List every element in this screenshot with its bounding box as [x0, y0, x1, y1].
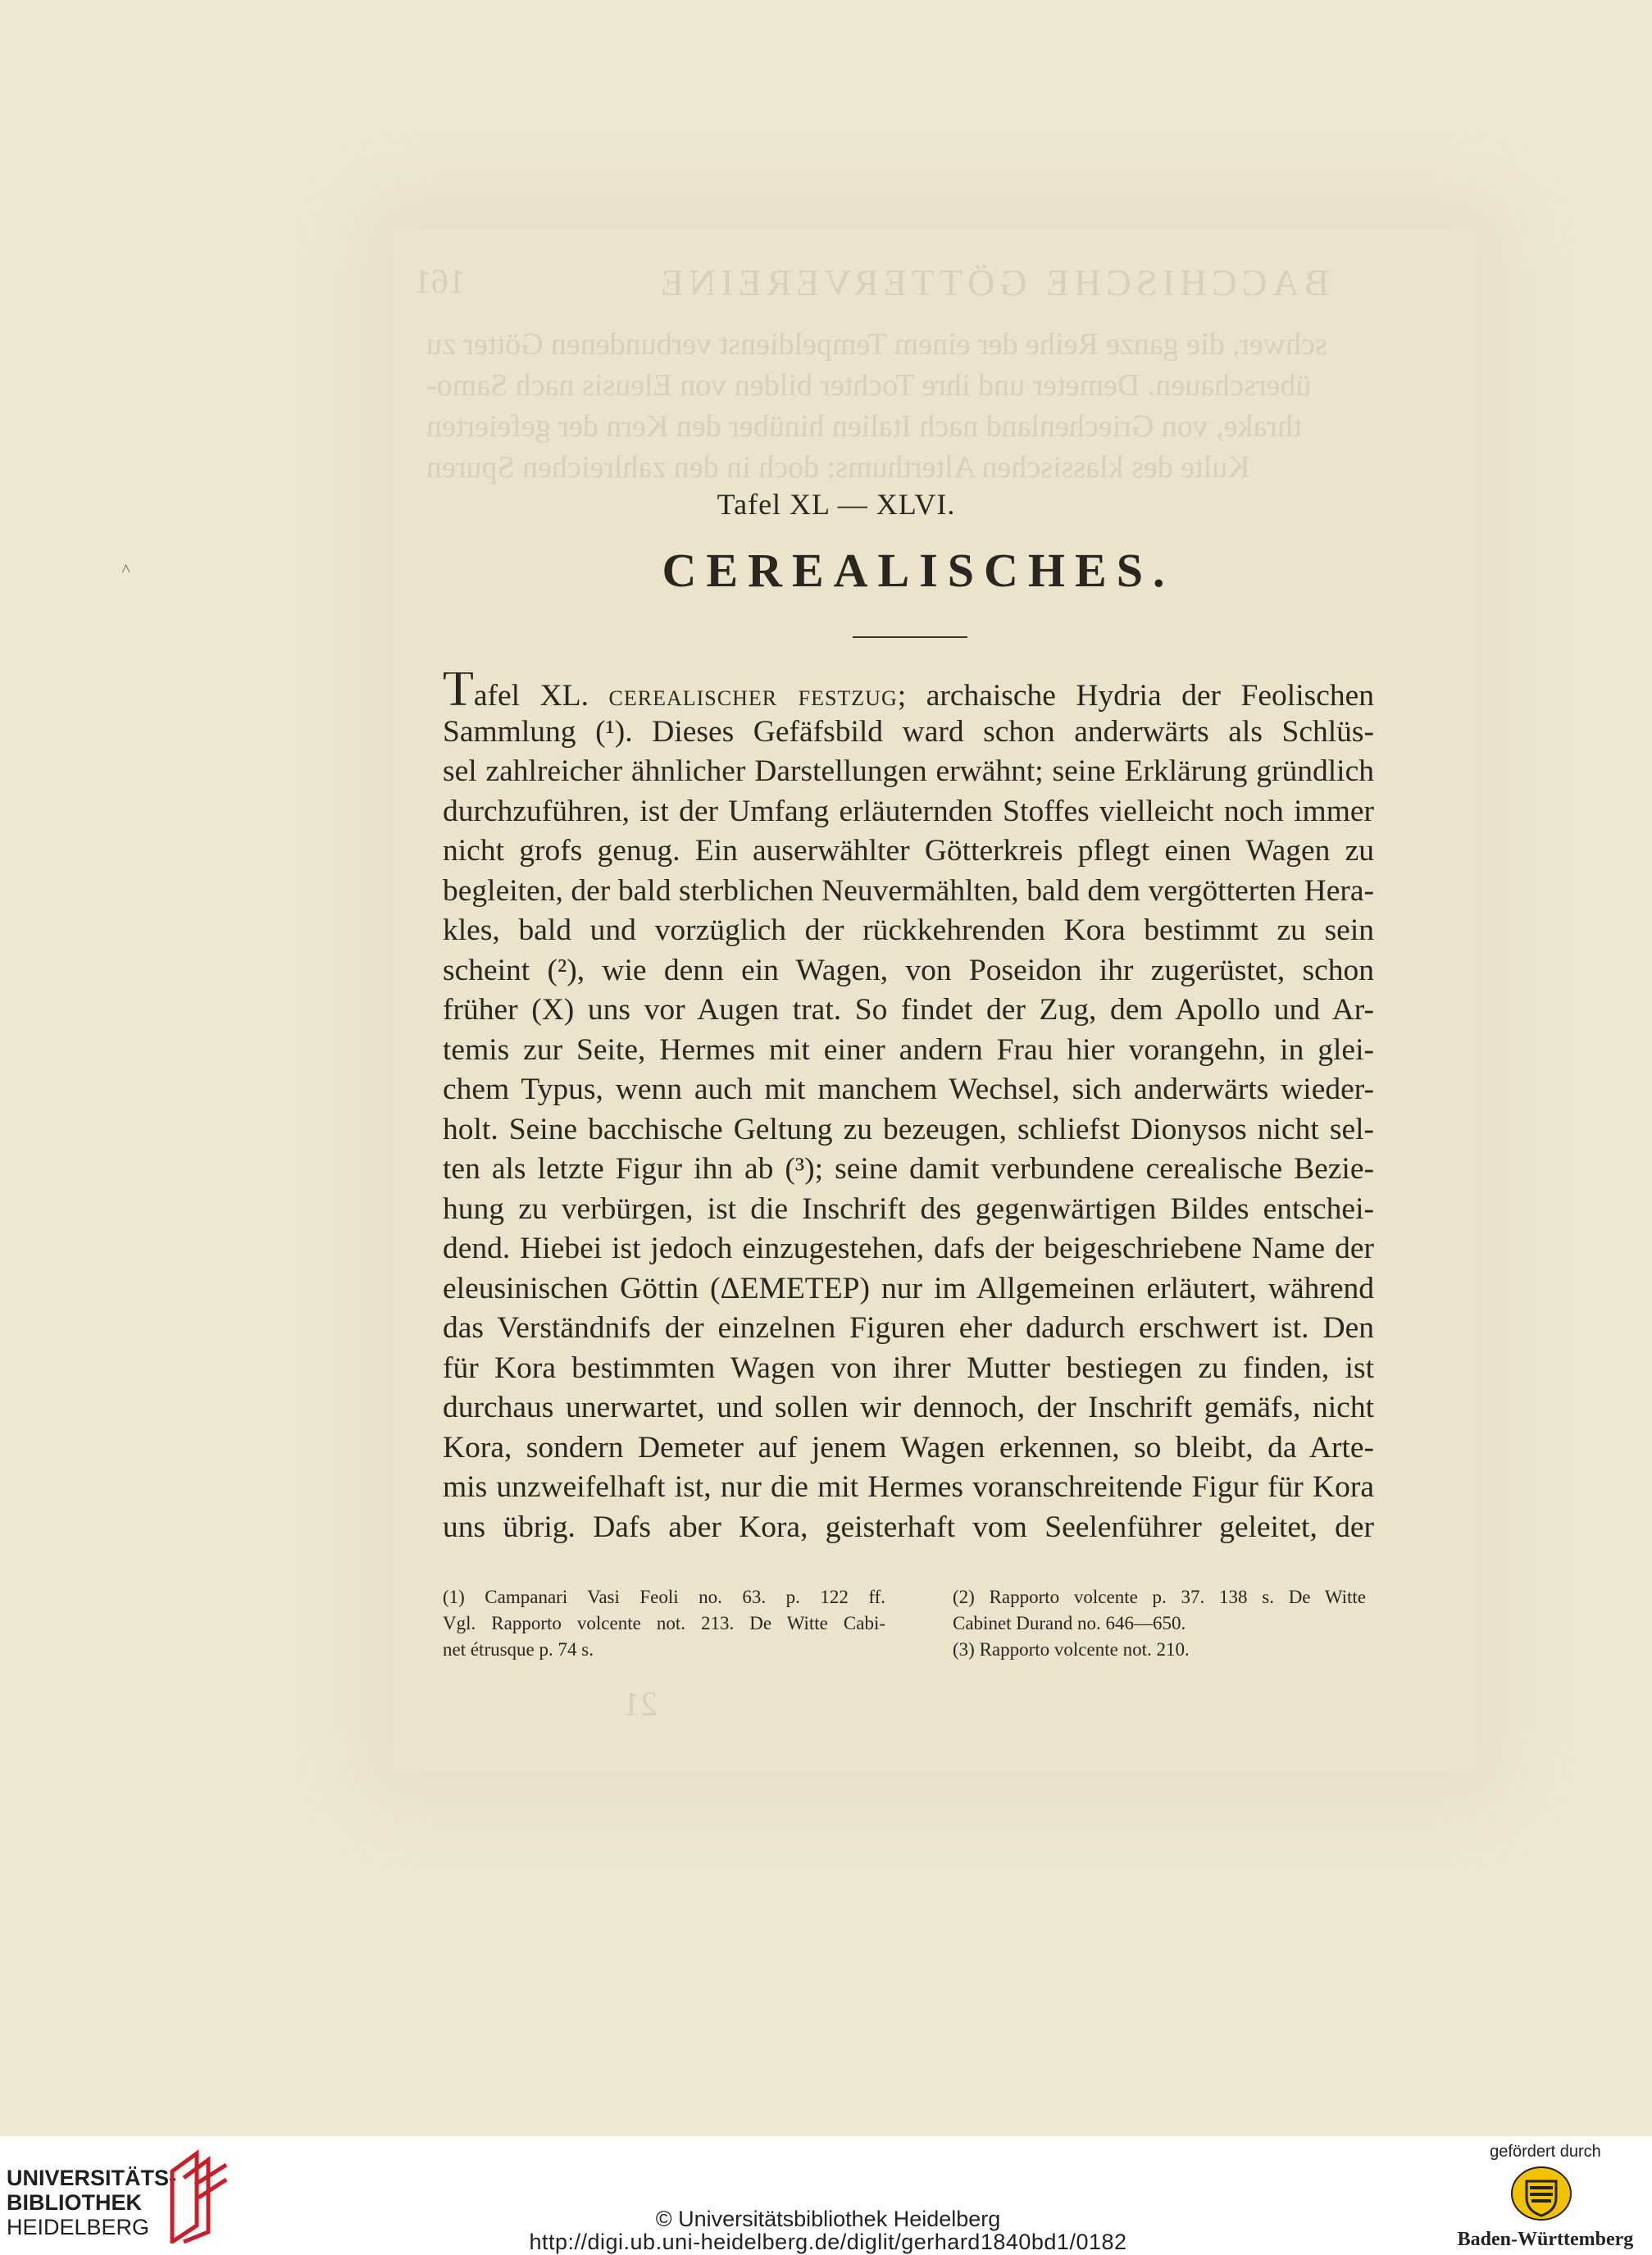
- bleed-through: BACCHISCHE GÖTTERVEREINE: [656, 262, 1330, 303]
- body-line: sel zahlreicher ähnlicher Darstellungen erwähnt; seine Erklärung gründlich: [443, 754, 1374, 788]
- plate-range-heading: Tafel XL — XLVI.: [717, 488, 956, 521]
- drop-cap: T: [443, 672, 474, 713]
- footnote-line: Cabinet Durand no. 646—650.: [953, 1613, 1186, 1633]
- footnote-line: (1) Campanari Vasi Feoli no. 63. p. 122 ff.: [443, 1587, 885, 1607]
- footnote-line: (2) Rapporto volcente p. 37. 138 s. De Witte: [953, 1587, 1366, 1607]
- bleed-through: überschauen. Demeter und ihre Tochter bilden von Eleusis nach Samo-: [426, 368, 1312, 403]
- body-line: begleiten, der bald sterblichen Neuvermählten, bald dem vergötterten Hera-: [443, 873, 1374, 908]
- body-line: temis zur Seite, Hermes mit einer andern Frau hier vorangehn, in glei-: [443, 1032, 1374, 1067]
- plate-caption: cerealischer festzug: [608, 679, 898, 713]
- library-logo-icon: [166, 2147, 233, 2244]
- body-line: mis unzweifelhaft ist, nur die mit Hermes voranschreitende Figur für Kora: [443, 1470, 1374, 1504]
- body-line: dend. Hiebei ist jedoch einzugestehen, dafs der beigeschriebene Name der: [443, 1232, 1374, 1265]
- body-line: ten als letzte Figur ihn ab (³); seine damit verbundene cerealische Bezie-: [443, 1152, 1374, 1186]
- footnotes-right: [953, 1584, 1366, 1663]
- body-line: holt. Seine bacchische Geltung zu bezeugen, schliefst Dionysos nicht sel-: [443, 1112, 1374, 1146]
- funder-name: Baden-Württemberg: [1457, 2229, 1634, 2250]
- body-line: Sammlung (¹). Dieses Gefäfsbild ward schon anderwärts als Schlüs-: [443, 714, 1374, 749]
- copyright-text: © Universitätsbibliothek Heidelberg: [655, 2207, 1001, 2231]
- body-line: nicht grofs genug. Ein auserwählter Götterkreis pflegt einen Wagen zu: [443, 834, 1374, 868]
- body-line: durchzuführen, ist der Umfang erläuternden Stoffes vielleicht noch immer: [443, 794, 1374, 828]
- title-rule: [853, 636, 967, 638]
- body-text: [443, 672, 1374, 1547]
- permalink[interactable]: http://digi.ub.uni-heidelberg.de/diglit/gerhard1840bd1/0182: [529, 2230, 1127, 2254]
- body-line: Kora, sondern Demeter auf jenem Wagen erkennen, so bleibt, da Arte-: [443, 1430, 1374, 1465]
- bleed-through: thrake, von Griechenland nach Italien hinüber den Kern der gefeierten: [426, 409, 1302, 444]
- body-line: das Verständnifs der einzelnen Figuren eher dadurch erschwert ist. Den: [443, 1311, 1374, 1345]
- body-line: Tafel XL. cerealischer festzug; archaische Hydria der Feolischen: [443, 672, 1374, 713]
- margin-mark: ˄: [121, 560, 131, 578]
- body-line: scheint (²), wie denn ein Wagen, von Poseidon ihr zugerüstet, schon: [443, 953, 1374, 987]
- body-line: früher (X) uns vor Augen trat. So findet der Zug, dem Apollo und Ar-: [443, 993, 1374, 1027]
- body-line: chem Typus, wenn auch mit manchem Wechsel, sich anderwärts wieder-: [443, 1073, 1374, 1106]
- bleed-through: 161: [414, 263, 466, 301]
- footnote-line: net étrusque p. 74 s.: [443, 1639, 594, 1660]
- footnote-line: Vgl. Rapporto volcente not. 213. De Witte Cabi-: [443, 1613, 885, 1633]
- library-name: UNIVERSITÄTS- BIBLIOTHEK HEIDELBERG: [7, 2166, 177, 2239]
- coat-of-arms-icon: [1510, 2165, 1572, 2222]
- section-title: CEREALISCHES.: [662, 544, 1175, 597]
- bleed-through: 21: [623, 1686, 658, 1724]
- body-line: durchaus unerwartet, und sollen wir dennoch, der Inschrift gemäfs, nicht: [443, 1391, 1374, 1424]
- bleed-through: schwer, die ganze Reihe der einem Tempeldienst verbundenen Götter zu: [426, 327, 1327, 362]
- body-line: kles, bald und vorzüglich der rückkehrenden Kora bestimmt zu sein: [443, 913, 1374, 947]
- body-line: für Kora bestimmten Wagen von ihrer Mutter bestiegen zu finden, ist: [443, 1351, 1374, 1385]
- bleed-through: Kulte des klassischen Alterthums; doch in den zahlreichen Spuren: [426, 450, 1250, 485]
- footnotes-left: [443, 1584, 885, 1663]
- body-line: hung zu verbürgen, ist die Inschrift des gegenwärtigen Bildes entschei-: [443, 1191, 1374, 1226]
- body-line: uns übrig. Dafs aber Kora, geisterhaft vom Seelenführer geleitet, der: [443, 1510, 1374, 1544]
- body-line: eleusinischen Göttin (ΔEMETEP) nur im Allgemeinen erläutert, während: [443, 1271, 1374, 1305]
- footer-credits: [459, 2208, 1197, 2254]
- footnote-line: (3) Rapporto volcente not. 210.: [953, 1639, 1190, 1660]
- funded-by-label: gefördert durch: [1490, 2143, 1601, 2161]
